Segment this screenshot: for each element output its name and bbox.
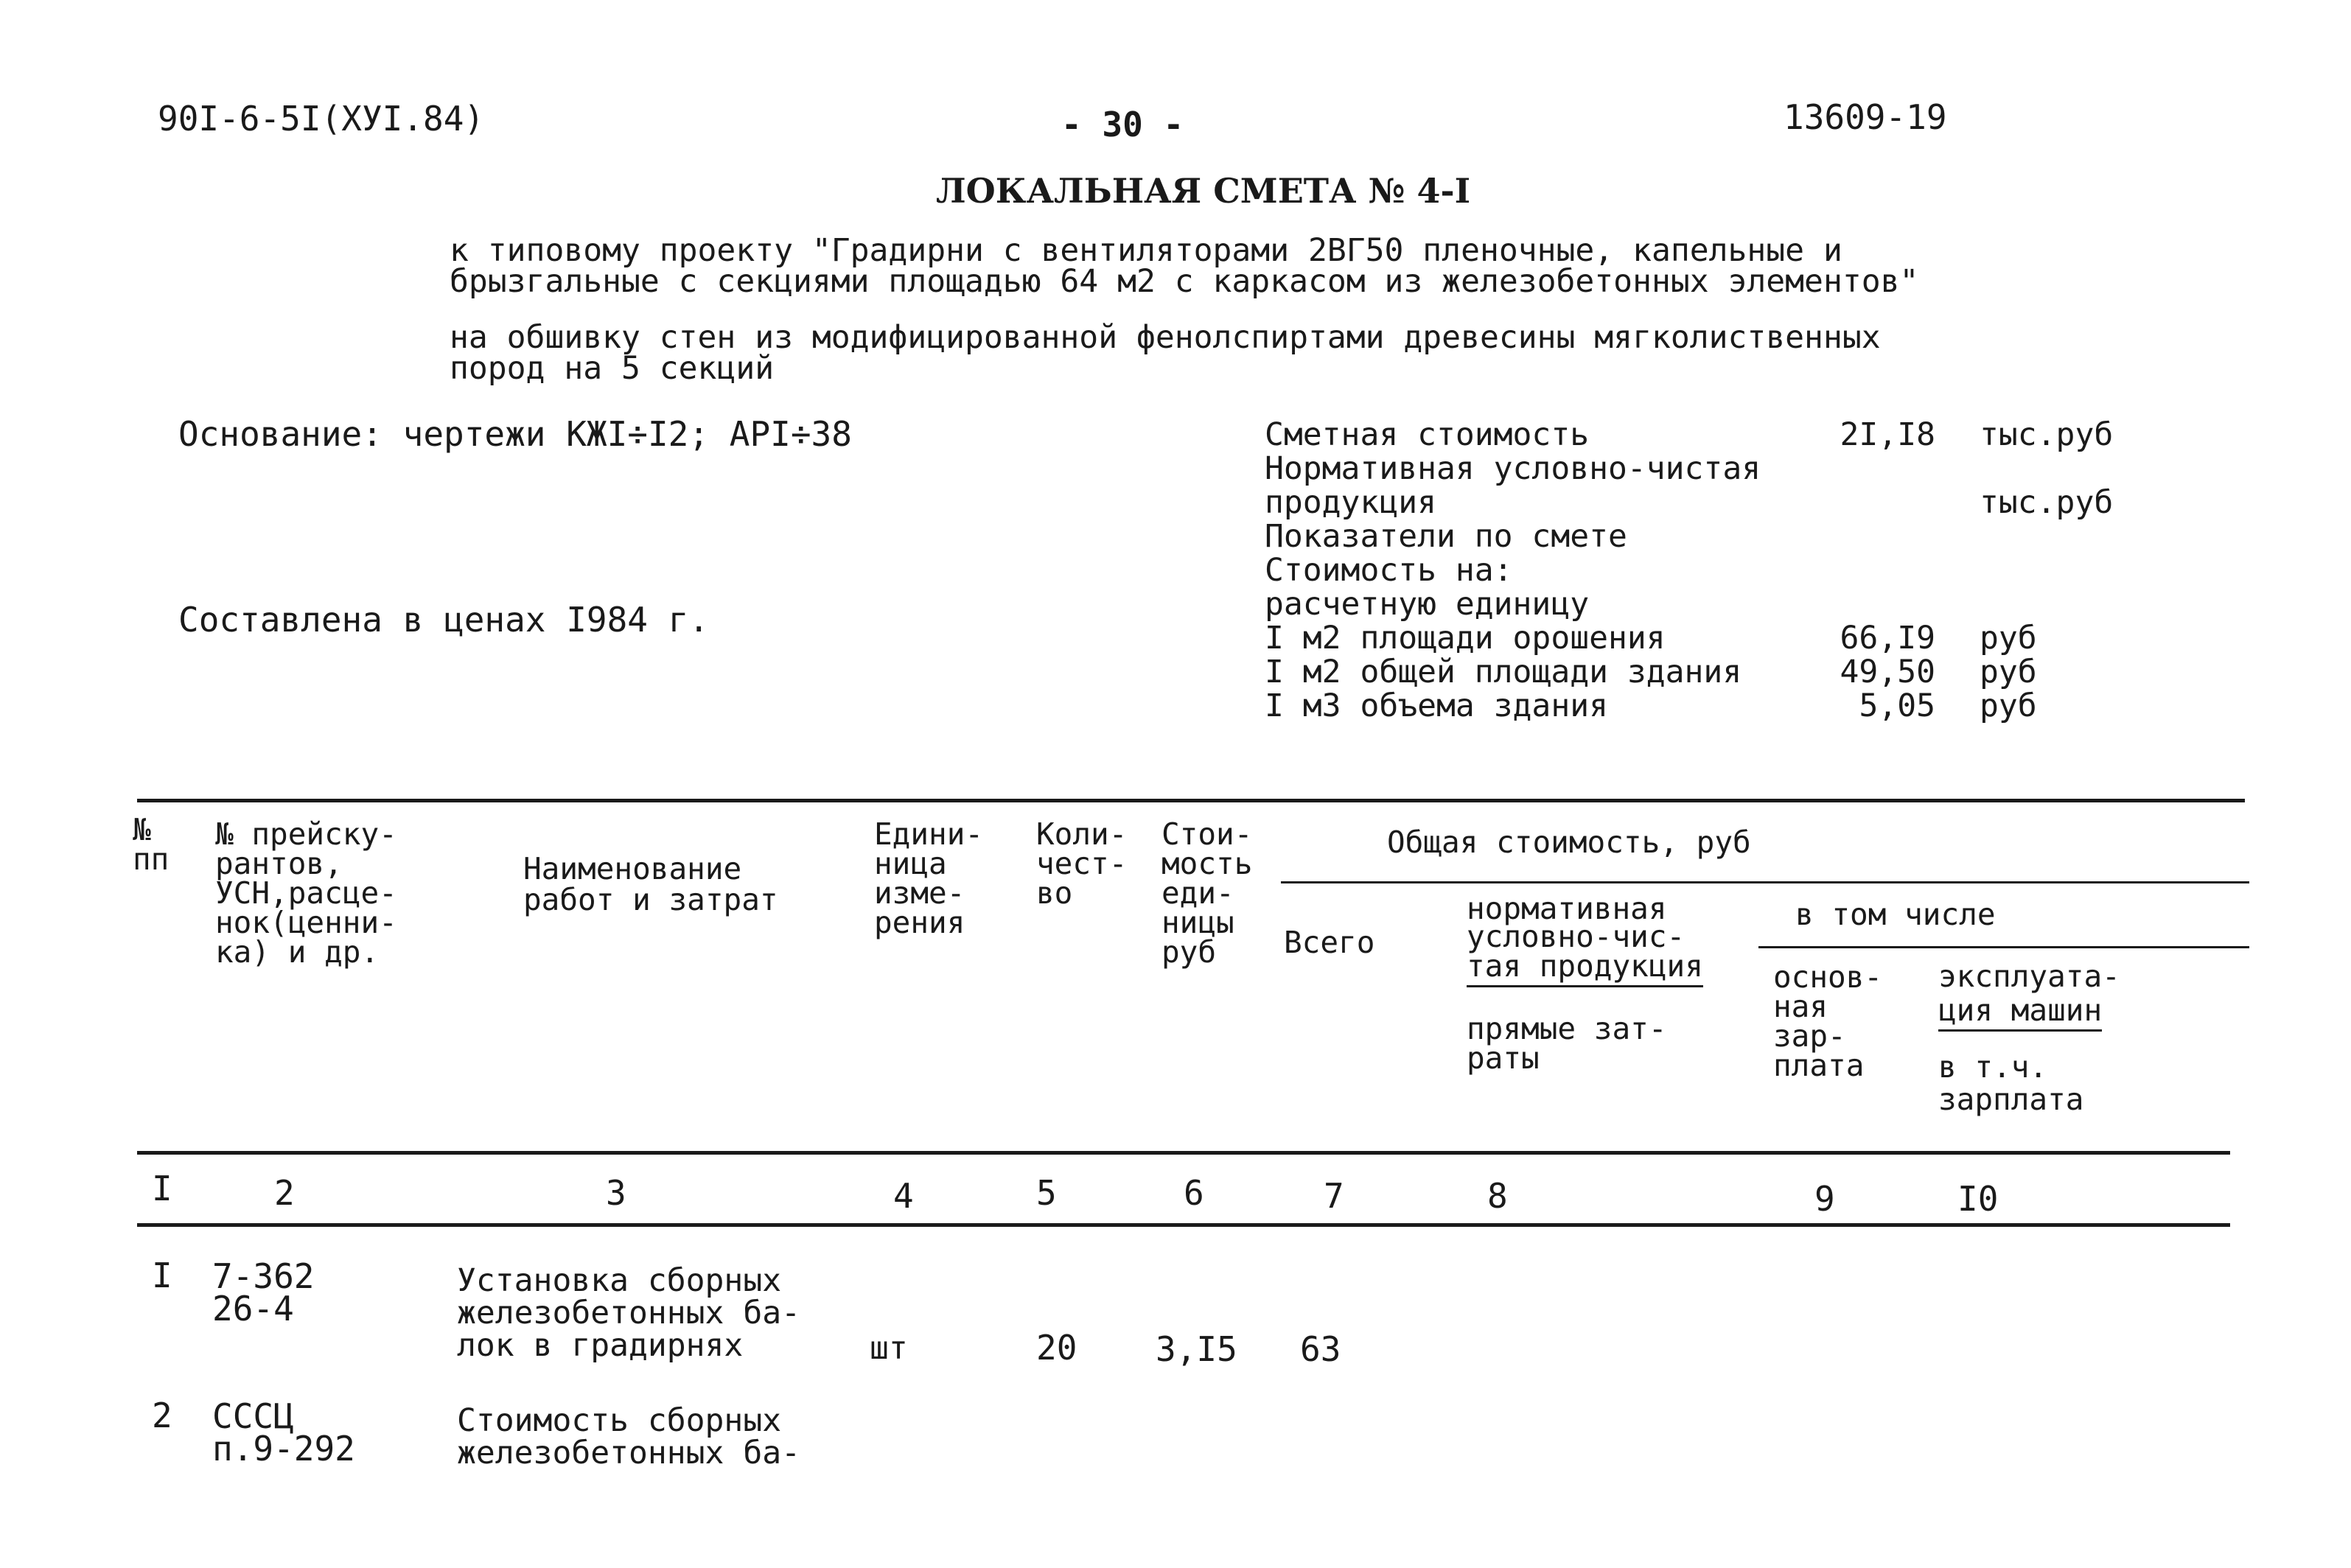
summary-label: I м2 площади орошения	[1265, 620, 1666, 657]
header-normative-product-underline	[1467, 948, 1703, 984]
summary-value: 5,05	[1859, 687, 1935, 724]
summary-row	[1265, 520, 2149, 554]
header-unit-price: Стои- мость еди- ницы руб	[1161, 816, 1253, 970]
row-pricelist-code: 7-362 26-4	[212, 1256, 315, 1329]
scope-line-1: на обшивку стен из модифицированной фенолспиртами древесины мягколиственных	[450, 319, 1881, 356]
page-number: - 30 -	[1061, 105, 1184, 144]
header-direct-costs: прямые зат- раты	[1467, 1011, 1667, 1076]
column-number: 6	[1184, 1173, 1204, 1213]
row-pricelist-code: СССЦ п.9-292	[212, 1396, 355, 1469]
scope-line-2: пород на 5 секций	[450, 350, 775, 387]
header-machine-operation: эксплуата-	[1938, 959, 2120, 994]
inventory-number: 13609-19	[1784, 97, 1947, 137]
summary-block	[1265, 416, 2149, 724]
header-pricelist: № прейску- рантов, УСН,расце- нок(ценни- ка) и др.	[215, 816, 397, 970]
normative-product-label: тая продукция	[1467, 948, 1703, 987]
row-work-name: Стоимость сборных железобетонных ба-	[457, 1402, 800, 1471]
row-total: 63	[1300, 1329, 1341, 1369]
summary-label: продукция	[1265, 484, 1436, 521]
row-work-name: Установка сборных железобетонных ба- лок в градирнях	[457, 1262, 800, 1364]
row-number: 2	[152, 1396, 172, 1435]
header-including-group: в том числе	[1795, 897, 1996, 932]
column-number: 4	[893, 1176, 914, 1216]
summary-label: Сметная стоимость	[1265, 416, 1590, 453]
summary-unit: тыс.руб	[1980, 484, 2114, 521]
column-number: 7	[1324, 1176, 1344, 1216]
header-quantity: Коли- чест- во	[1036, 816, 1128, 911]
summary-label: Стоимость на:	[1265, 552, 1513, 589]
document-code: 90I-6-5I(XУI.84)	[158, 99, 485, 139]
header-total-cost-group: Общая стоимость, руб	[1387, 825, 1751, 860]
summary-unit: руб	[1980, 654, 2037, 690]
summary-label: I м2 общей площади здания	[1265, 654, 1742, 690]
row-number: I	[152, 1256, 172, 1295]
summary-row	[1265, 656, 2149, 690]
table-top-rule	[137, 799, 2245, 802]
group-rule-included	[1758, 946, 2249, 948]
summary-row	[1265, 486, 2149, 520]
column-number: 9	[1814, 1179, 1835, 1219]
project-line-1: к типовому проекту "Градирни с вентиляторами 2ВГ50 пленочные, капельные и	[450, 232, 1842, 269]
header-incl-salary: в т.ч. зарплата	[1938, 1049, 2084, 1117]
summary-row	[1265, 588, 2149, 622]
summary-row	[1265, 687, 2149, 724]
column-numbers-rule	[137, 1223, 2230, 1227]
column-number: 3	[606, 1173, 626, 1213]
column-number: I	[152, 1169, 172, 1208]
summary-unit: руб	[1980, 687, 2037, 724]
header-work-name: Наименование работ и затрат	[523, 851, 778, 917]
summary-row	[1265, 416, 2149, 453]
project-line-2: брызгальные с секциями площадью 64 м2 с каркасом из железобетонных элементов"	[450, 263, 1919, 300]
header-row-number: № пп	[133, 812, 170, 877]
summary-row	[1265, 622, 2149, 656]
basis-drawings: Основание: чертежи КЖI÷I2; АРI÷38	[178, 414, 852, 454]
estimate-heading: ЛОКАЛЬНАЯ СМЕТА № 4-I	[936, 171, 1471, 211]
row-quantity: 20	[1036, 1328, 1077, 1368]
summary-label: I м3 объема здания	[1265, 687, 1608, 724]
column-number: 5	[1036, 1173, 1057, 1213]
summary-unit: тыс.руб	[1980, 416, 2114, 453]
summary-value: 49,50	[1840, 654, 1935, 690]
summary-unit: руб	[1980, 620, 2037, 657]
summary-label: Нормативная условно-чистая	[1265, 450, 1761, 487]
summary-value: 66,I9	[1840, 620, 1935, 657]
summary-row	[1265, 452, 2149, 486]
header-base-salary: основ- ная зар- плата	[1773, 959, 1883, 1083]
summary-value: 2I,I8	[1840, 416, 1935, 453]
header-machine-operation-underline	[1938, 995, 2102, 1026]
machine-operation-label: ция машин	[1938, 993, 2102, 1032]
summary-label: расчетную единицу	[1265, 586, 1590, 623]
row-unit-price: 3,I5	[1156, 1329, 1237, 1369]
column-number: 8	[1487, 1176, 1508, 1216]
column-number: 2	[274, 1173, 295, 1213]
column-number: I0	[1957, 1179, 1999, 1219]
header-bottom-rule	[137, 1151, 2230, 1155]
group-rule-total	[1281, 881, 2249, 883]
header-normative-product: нормативная условно-чис-	[1467, 891, 1685, 954]
summary-row	[1265, 554, 2149, 588]
basis-prices: Составлена в ценах I984 г.	[178, 600, 710, 640]
header-total: Всего	[1284, 925, 1375, 960]
header-unit: Едини- ница изме- рения	[874, 816, 984, 940]
summary-label: Показатели по смете	[1265, 518, 1627, 555]
row-unit: шт	[870, 1330, 908, 1367]
